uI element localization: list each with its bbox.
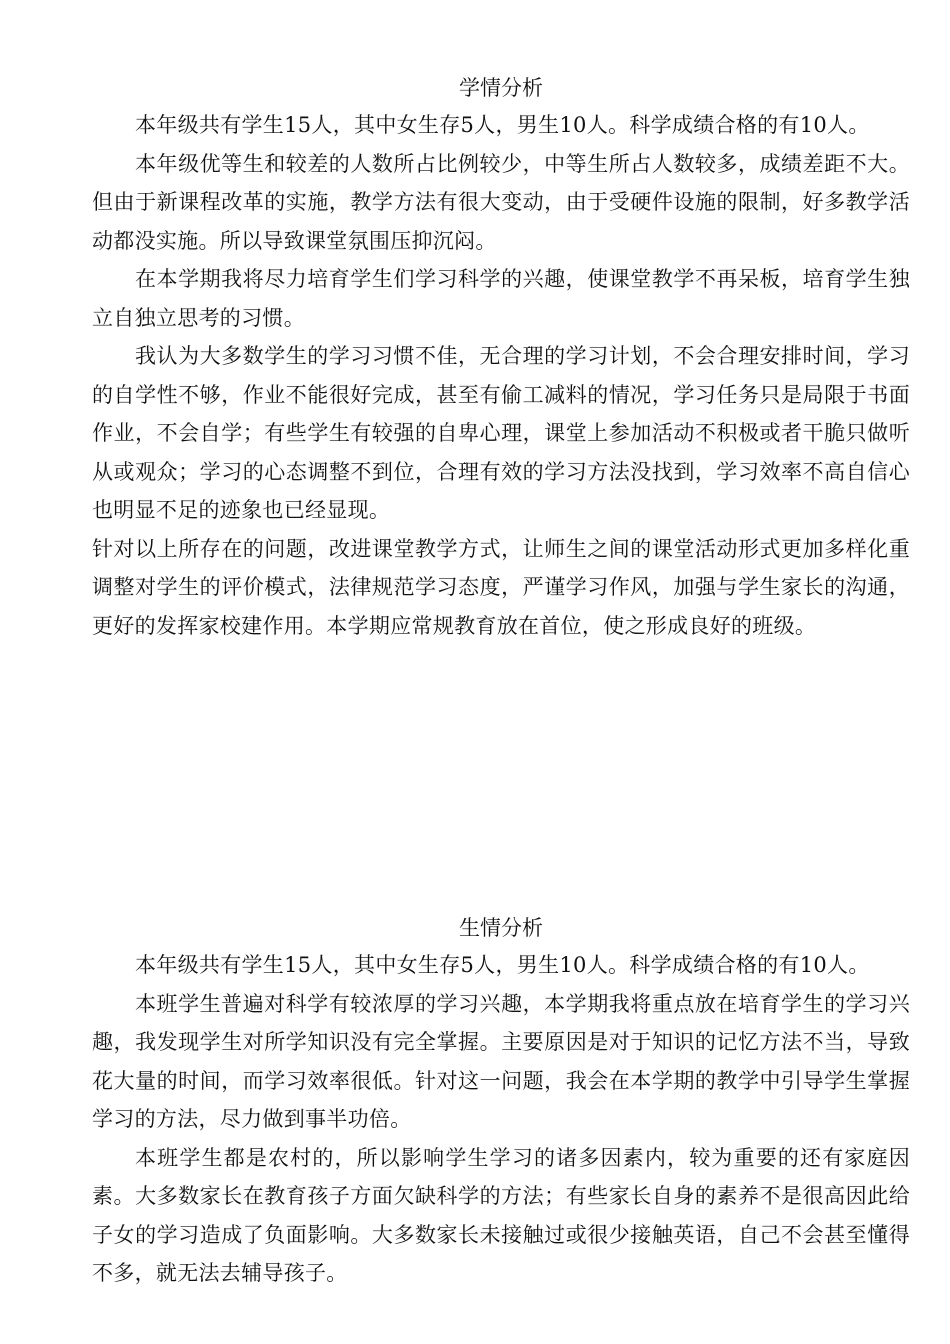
paragraph: 本年级优等生和较差的人数所占比例较少，中等生所占人数较多，成绩差距不大。但由于新课程改革的实施，教学方法有很大变动，由于受硬件设施的限制，好多教学活动都没实施。所以导致课堂氛围压抑沉闷。 <box>92 151 910 253</box>
paragraph: 我认为大多数学生的学习习惯不佳，无合理的学习计划，不会合理安排时间，学习的自学性不够，作业不能很好完成，甚至有偷工减料的情况，学习任务只是局限于书面作业，不会自学；有些学生有较强的自卑心理，课堂上参加活动不积极或者干脆只做听从或观众；学习的心态调整不到位，合理有效的学习方法没找到，学习效率不高自信心也明显不足的迹象也已经显现。 <box>92 344 910 522</box>
paragraph: 本年级共有学生15人，其中女生存5人，男生10人。科学成绩合格的有10人。 <box>135 953 870 977</box>
paragraph: 本班学生普遍对科学有较浓厚的学习兴趣，本学期我将重点放在培育学生的学习兴趣，我发现学生对所学知识没有完全掌握。主要原因是对于知识的记忆方法不当，导致花大量的时间，而学习效率很低。针对这一问题，我会在本学期的教学中引导学生掌握学习的方法，尽力做到事半功倍。 <box>92 991 910 1131</box>
section-learning-analysis <box>92 70 910 645</box>
paragraph: 针对以上所存在的问题，改进课堂教学方式，让师生之间的课堂活动形式更加多样化重调整对学生的评价模式，法律规范学习态度，严谨学习作风，加强与学生家长的沟通，更好的发挥家校建作用。本学期应常规教育放在首位，使之形成良好的班级。 <box>92 536 910 638</box>
section-student-analysis <box>92 910 910 1293</box>
section-title: 生情分析 <box>459 916 543 940</box>
paragraph: 本班学生都是农村的，所以影响学生学习的诸多因素内，较为重要的还有家庭因素。大多数家长在教育孩子方面欠缺科学的方法；有些家长自身的素养不是很高因此给子女的学习造成了负面影响。大多数家长未接触过或很少接触英语，自己不会甚至懂得不多，就无法去辅导孩子。 <box>92 1145 910 1285</box>
section-title: 学情分析 <box>459 76 543 100</box>
paragraph: 在本学期我将尽力培育学生们学习科学的兴趣，使课堂教学不再呆板，培育学生独立自独立思考的习惯。 <box>92 267 910 330</box>
paragraph: 本年级共有学生15人，其中女生存5人，男生10人。科学成绩合格的有10人。 <box>135 113 870 137</box>
